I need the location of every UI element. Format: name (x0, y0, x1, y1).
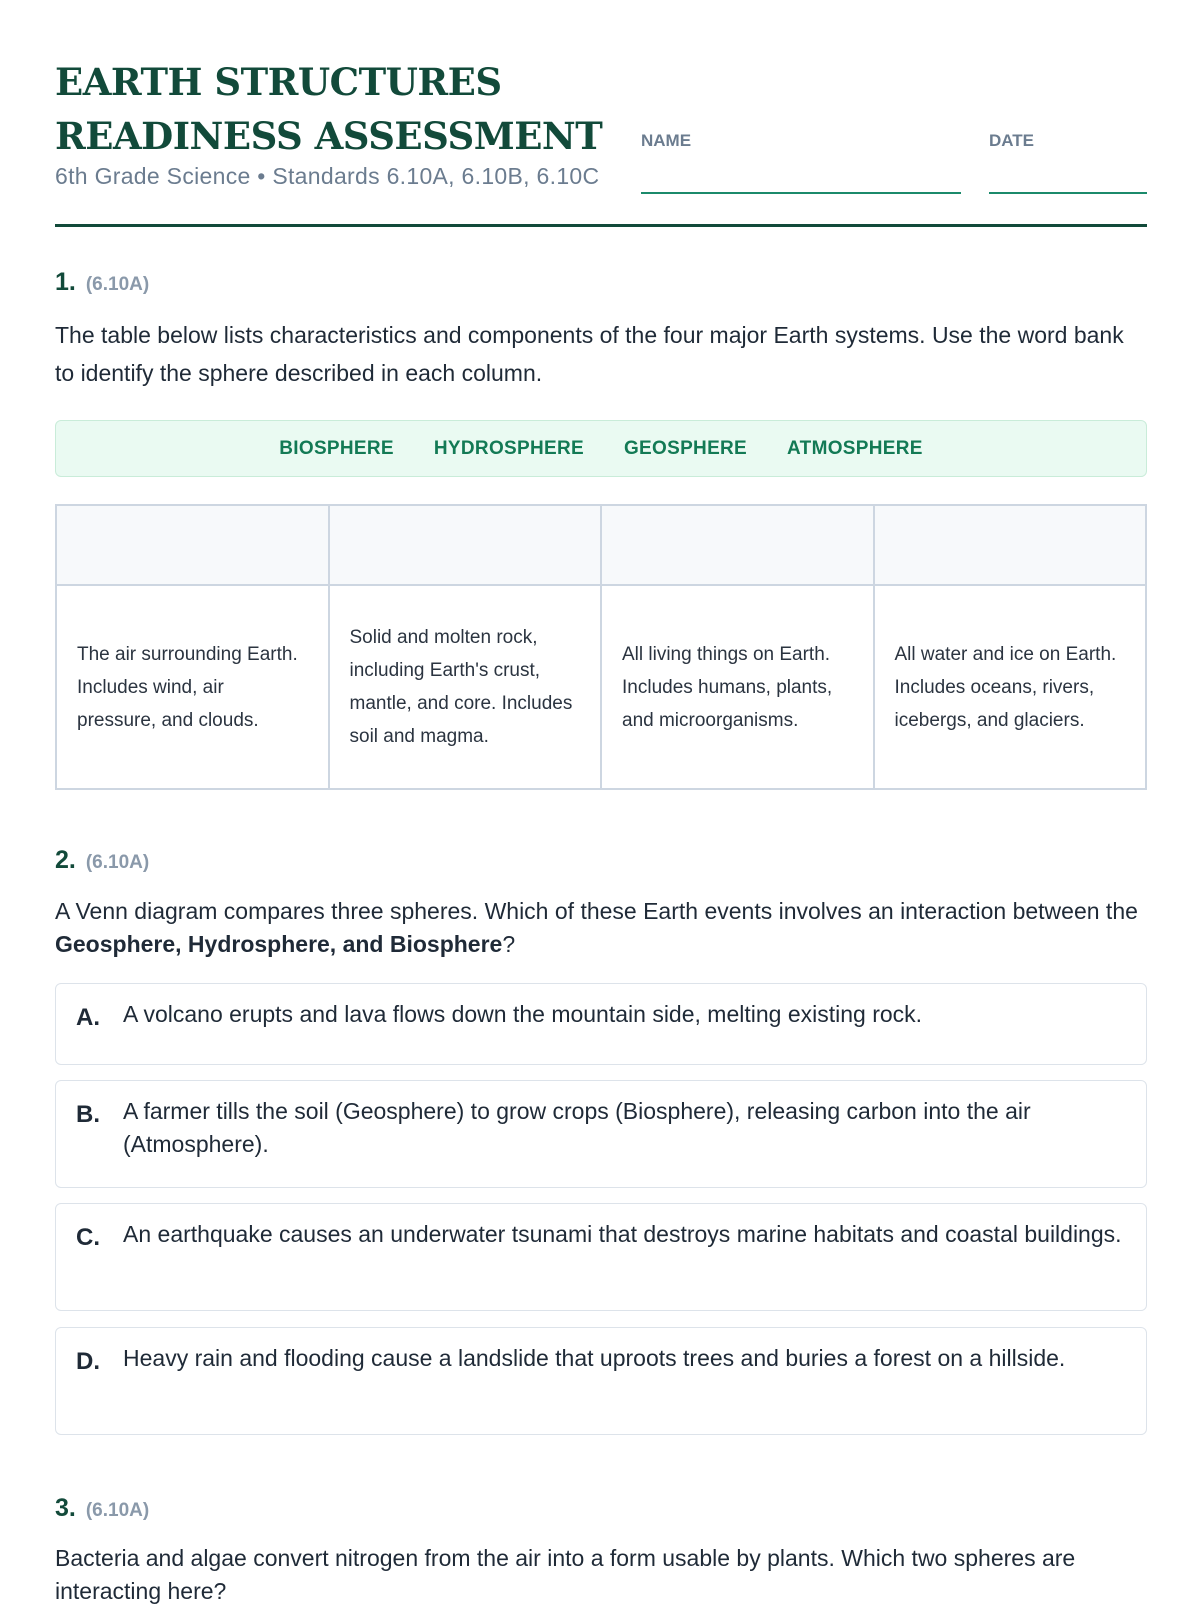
answer-cell[interactable] (874, 505, 1147, 585)
title-line-2: READINESS ASSESSMENT (55, 114, 603, 158)
word-bank-item: HYDROSPHERE (433, 437, 584, 459)
sphere-table (55, 504, 1147, 790)
question-3-header (55, 1494, 149, 1523)
option-text: A farmer tills the soil (Geosphere) to grow crops (Biosphere), releasing carbon into the air (Atmosphere). (123, 1098, 1031, 1157)
question-number: 1. (55, 268, 76, 296)
assessment-page (55, 0, 1147, 1604)
date-field[interactable] (989, 192, 1147, 194)
question-number: 3. (55, 1494, 76, 1522)
word-bank-item: BIOSPHERE (279, 437, 394, 459)
description-cell: Solid and molten rock, including Earth's crust, mantle, and core. Includes soil and magma. (329, 585, 602, 789)
date-label: DATE (989, 131, 1035, 150)
question-3-text: Bacteria and algae convert nitrogen from the air into a form usable by plants. Which two spheres are interacting here? (55, 1545, 1076, 1604)
option-text: Heavy rain and flooding cause a landslide that uproots trees and buries a forest on a hillside. (123, 1345, 1066, 1371)
answer-row (56, 505, 1146, 585)
title-line-1: EARTH STRUCTURES (55, 60, 502, 104)
description-cell: The air surrounding Earth. Includes wind, air pressure, and clouds. (56, 585, 329, 789)
answer-option-a[interactable] (55, 983, 1147, 1065)
word-bank-item: GEOSPHERE (623, 437, 748, 459)
option-letter: A. (76, 1004, 100, 1031)
question-1-header (55, 268, 149, 297)
answer-option-b[interactable] (55, 1080, 1147, 1188)
answer-cell[interactable] (329, 505, 602, 585)
option-text: A volcano erupts and lava flows down the mountain side, melting existing rock. (123, 1001, 923, 1027)
question-standard: (6.10A) (85, 274, 150, 295)
page-subtitle: 6th Grade Science • Standards 6.10A, 6.10B, 6.10C (55, 163, 600, 189)
question-number: 2. (55, 846, 76, 874)
option-letter: C. (76, 1224, 100, 1251)
question-2-text-bold: Geosphere, Hydrosphere, and Biosphere (55, 931, 503, 957)
answer-option-d[interactable] (55, 1327, 1147, 1435)
option-text: An earthquake causes an underwater tsunami that destroys marine habitats and coastal buildings. (123, 1221, 1122, 1247)
question-2-text-before: A Venn diagram compares three spheres. Which of these Earth events involves an interaction between the (55, 898, 1138, 924)
word-bank (55, 420, 1147, 477)
question-2-text (55, 895, 1147, 961)
option-letter: B. (76, 1101, 100, 1128)
option-letter: D. (76, 1348, 100, 1375)
name-label: NAME (641, 131, 692, 150)
question-standard: (6.10A) (85, 852, 150, 873)
answer-cell[interactable] (56, 505, 329, 585)
answer-cell[interactable] (601, 505, 874, 585)
word-bank-item: ATMOSPHERE (787, 437, 923, 459)
description-cell: All living things on Earth. Includes humans, plants, and microorganisms. (601, 585, 874, 789)
question-2-header (55, 846, 149, 875)
worksheet-header (55, 0, 1147, 227)
name-field[interactable] (641, 192, 961, 194)
question-1-text: The table below lists characteristics and components of the four major Earth systems. Use the word bank to identify the sphere described in each column. (55, 322, 1124, 386)
page-title (55, 55, 602, 163)
description-cell: All water and ice on Earth. Includes oceans, rivers, icebergs, and glaciers. (874, 585, 1147, 789)
question-standard: (6.10A) (85, 1500, 150, 1521)
question-2-text-after: ? (502, 931, 516, 957)
answer-option-c[interactable] (55, 1203, 1147, 1311)
description-row (56, 585, 1146, 789)
